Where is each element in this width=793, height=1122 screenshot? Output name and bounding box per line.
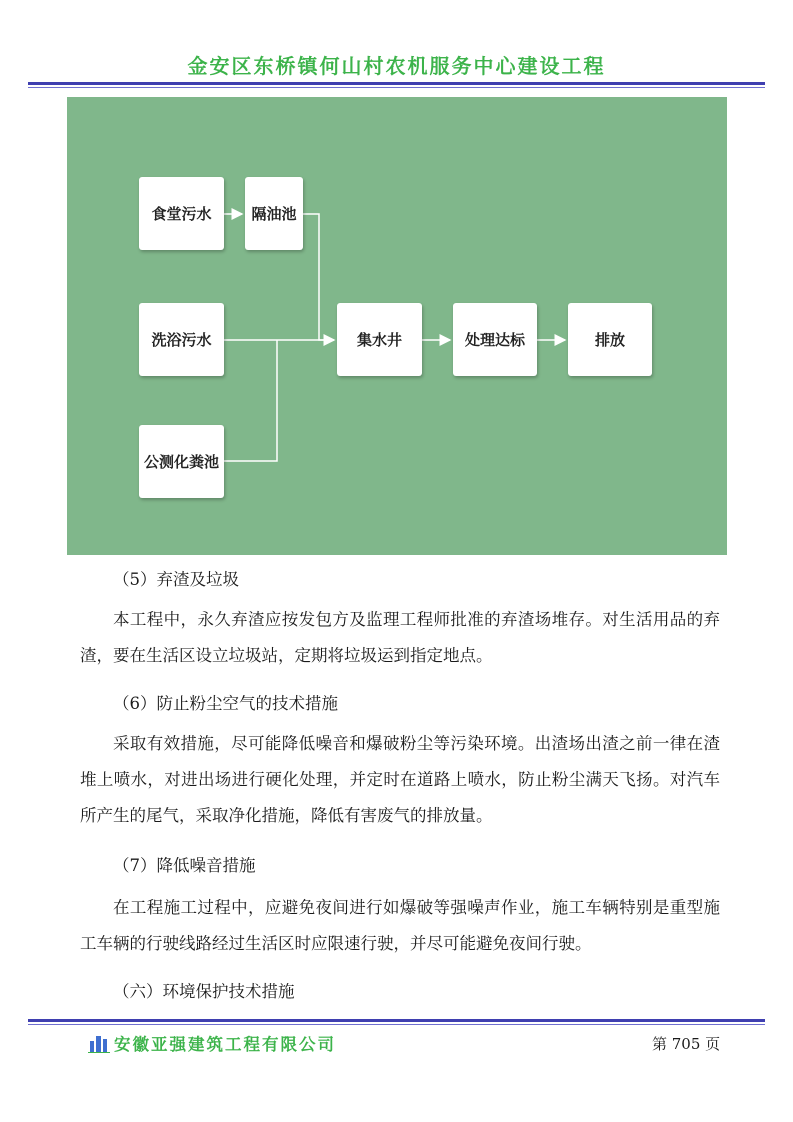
header-rule-thin [28,87,765,88]
header-rule-thick [28,82,765,85]
footer-company-block [88,1031,336,1055]
heading-7: （7）降低噪音措施 [113,856,256,875]
node-septic-tank: 公测化粪池 [139,425,224,498]
sewage-flow-diagram [67,97,727,555]
paragraph-5 [80,602,720,674]
arrow-grease-to-well [303,214,334,340]
paragraph-6-text: 采取有效措施，尽可能降低噪音和爆破粉尘等污染环境。出渣场出渣之前一律在渣堆上喷水，对进出场进行硬化处理，并定时在道路上喷水，防止粉尘满天飞扬。对汽车所产生的尾气，采取净化措施，降低有害废气的排放量。 [80,734,720,825]
page-number: 第 705 页 [652,1035,721,1053]
footer-company-name: 安徽亚强建筑工程有限公司 [114,1035,336,1054]
node-collection-well: 集水井 [337,303,422,376]
footer-rule-thin [28,1024,765,1025]
paragraph-5-text: 本工程中，永久弃渣应按发包方及监理工程师批准的弃渣场堆存。对生活用品的弃渣，要在生活区设立垃圾站，定期将垃圾运到指定地点。 [80,610,720,665]
heading-6: （6）防止粉尘空气的技术措施 [113,694,338,713]
node-discharge: 排放 [568,303,652,376]
line-septic-to-well [224,340,277,461]
document-header-title: 金安区东桥镇何山村农机服务中心建设工程 [187,54,606,78]
paragraph-7-text: 在工程施工过程中，应避免夜间进行如爆破等强噪声作业，施工车辆特别是重型施工车辆的行驶线路经过生活区时应限速行驶，并尽可能避免夜间行驶。 [80,898,720,953]
node-bath-sewage: 洗浴污水 [139,303,224,376]
node-grease-trap: 隔油池 [245,177,303,250]
paragraph-7 [80,890,720,962]
building-logo-icon [88,1033,110,1053]
heading-six: （六）环境保护技术措施 [113,982,295,1001]
footer-rule-thick [28,1019,765,1022]
node-canteen-sewage: 食堂污水 [139,177,224,250]
heading-5: （5）弃渣及垃圾 [113,570,239,589]
paragraph-6 [80,726,720,834]
node-treatment: 处理达标 [453,303,537,376]
